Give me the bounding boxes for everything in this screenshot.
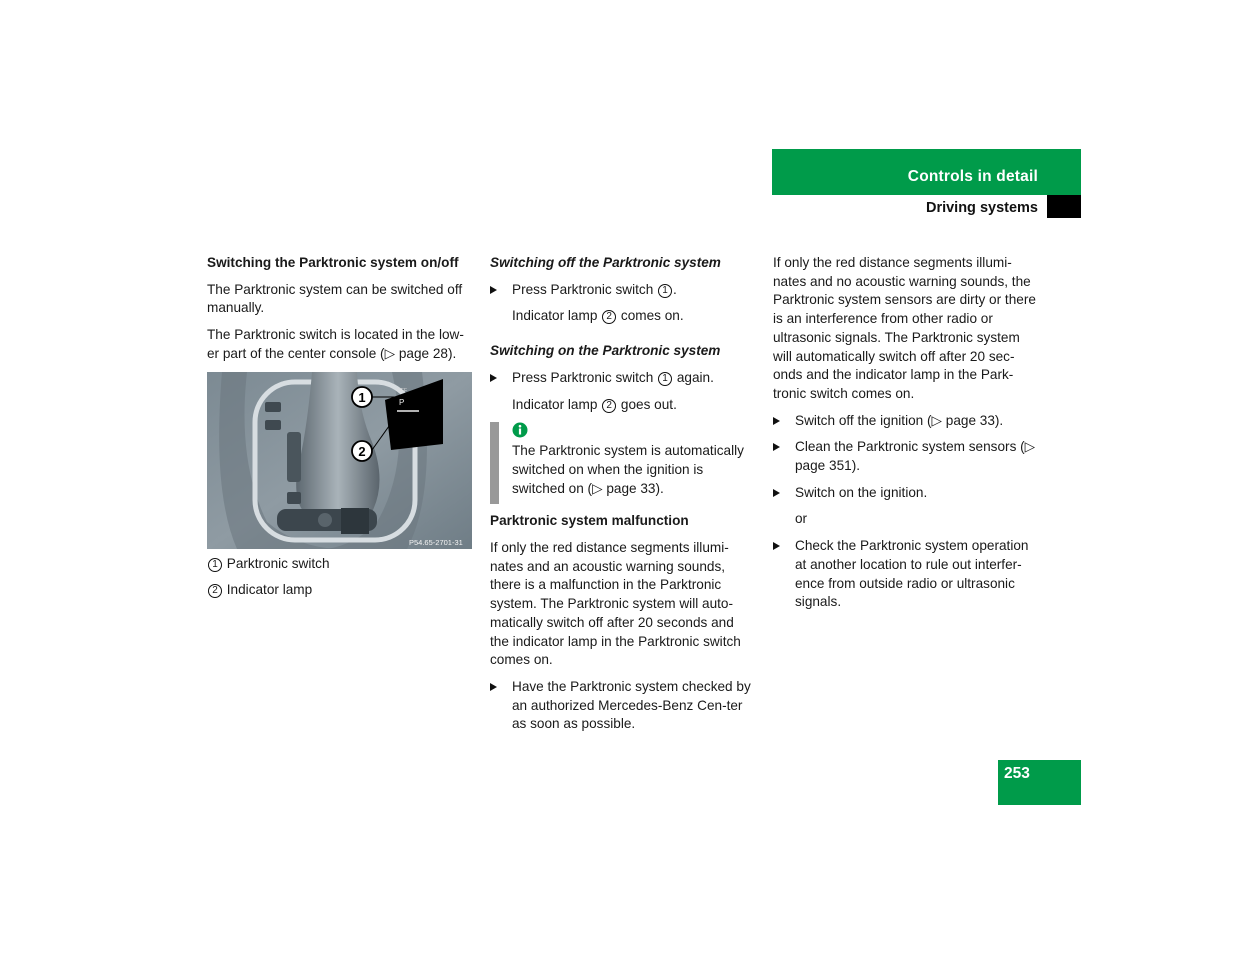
- figure-code: P54.65-2701-31: [409, 537, 463, 547]
- triangle-bullet-icon: [773, 417, 780, 425]
- legend-item-2: 2 Indicator lamp: [207, 581, 475, 600]
- info-icon: [512, 422, 528, 438]
- page-ref-triangle-icon: ▷: [931, 412, 942, 428]
- note-bar: [490, 422, 499, 504]
- page-ref-triangle-icon: ▷: [592, 480, 603, 496]
- figure-callout-1-label: 1: [358, 389, 366, 405]
- triangle-bullet-icon: [490, 374, 497, 382]
- step-press-switch-off: Press Parktronic switch 1 .: [490, 281, 754, 300]
- paragraph-switch-location: The Parktronic switch is located in the low-er part of the center console (▷ page 28).: [207, 327, 464, 361]
- svg-text:P: P: [399, 397, 405, 407]
- page-ref-link[interactable]: page 351: [795, 458, 852, 474]
- subsection-title: Driving systems: [925, 200, 1038, 216]
- paragraph-manual-off: The Parktronic system can be switched off manually.: [207, 281, 463, 316]
- triangle-bullet-icon: [773, 489, 780, 497]
- column-2: [490, 254, 754, 742]
- or-text: or: [795, 511, 808, 527]
- result-lamp-out: Indicator lamp 2 goes out.: [512, 396, 677, 412]
- step-ignition-off: Switch off the ignition (▷ page 33).: [773, 412, 1041, 431]
- paragraph-sensors-dirty: If only the red distance segments illumi-nates and no acoustic warning sounds, the Parktronic system sensors are dirty or there is an interference from other radio or ultrasonic signals. The Parktronic system will automatically switch off after 20 sec-onds and the indicator lamp in the Park-tronic switch comes on.: [773, 255, 1036, 401]
- step-ignition-on: Switch on the ignition.: [773, 484, 1041, 503]
- header-tab-marker: [1047, 195, 1081, 218]
- page-number: 253: [1004, 765, 1030, 782]
- heading-switching-on: Switching on the Parktronic system: [490, 343, 721, 359]
- page-ref-link[interactable]: page 28: [398, 345, 448, 361]
- page-ref-triangle-icon: ▷: [1024, 439, 1036, 455]
- step-press-switch-on: Press Parktronic switch 1 again.: [490, 369, 754, 388]
- result-lamp-on: Indicator lamp 2 comes on.: [512, 308, 684, 324]
- step-check-operation: Check the Parktronic system operation at another location to rule out interfer-ence from outside radio or ultrasonic signals.: [773, 537, 1041, 612]
- svg-text:OFF: OFF: [397, 387, 407, 394]
- page-ref-link[interactable]: page 33: [606, 480, 656, 496]
- figure-callout-2-label: 2: [358, 443, 366, 459]
- triangle-bullet-icon: [773, 542, 780, 550]
- legend-item-1: 1 Parktronic switch: [207, 555, 475, 574]
- note-text: The Parktronic system is automatically switched on when the ignition is switched on (▷ page 33).: [512, 443, 744, 496]
- triangle-bullet-icon: [490, 683, 497, 691]
- column-1: [207, 254, 475, 608]
- section-title: Controls in detail: [907, 168, 1038, 185]
- step-have-checked: Have the Parktronic system checked by an authorized Mercedes-Benz Cen-ter as soon as possible.: [490, 678, 754, 734]
- heading-switching-on-off: Switching the Parktronic system on/off: [207, 255, 459, 270]
- triangle-bullet-icon: [490, 286, 497, 294]
- step-clean-sensors: Clean the Parktronic system sensors (▷ page 351).: [773, 438, 1041, 475]
- info-note: [490, 422, 754, 498]
- page-ref-triangle-icon: ▷: [384, 345, 396, 361]
- triangle-bullet-icon: [773, 443, 780, 451]
- column-3: [773, 254, 1041, 620]
- center-console-figure: [207, 372, 472, 549]
- paragraph-malfunction: If only the red distance segments illumi-nates and an acoustic warning sounds, there is a malfunction in the Parktronic system. The Parktronic system will auto-matically switch off after 20 seconds and the indicator lamp in the Parktronic switch comes on.: [490, 540, 741, 668]
- heading-malfunction: Parktronic system malfunction: [490, 513, 689, 529]
- page-ref-link[interactable]: page 33: [945, 412, 995, 428]
- heading-switching-off: Switching off the Parktronic system: [490, 255, 721, 270]
